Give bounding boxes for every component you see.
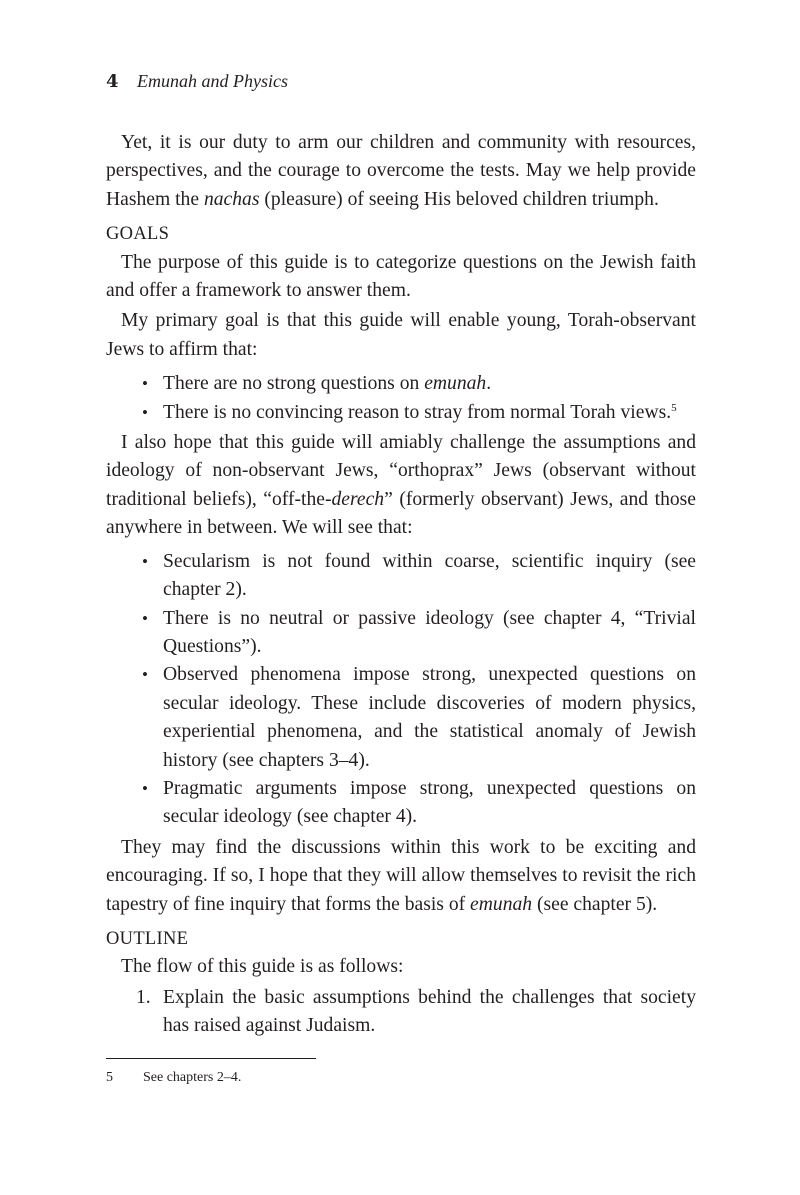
list-item: • Observed phenomena impose strong, unexpected questions on secular ideology. These include discoveries of modern physics, experiential phenomena, and the statistical anomaly of Jewish history (see chapters 3–4).	[106, 661, 696, 775]
goals-paragraph-1: The purpose of this guide is to categorize questions on the Jewish faith and offer a framework to answer them.	[106, 251, 696, 302]
outline-list	[106, 984, 696, 1041]
text-run: There is no convincing reason to stray from normal Torah views.	[163, 401, 672, 423]
footnote	[106, 1070, 241, 1086]
text-run: I also hope that this guide will amiably challenge the assumptions and ideology of non-observant Jews, “orthoprax” Jews (observant without traditional beliefs), “off-the-	[106, 432, 696, 510]
running-title: Emunah and Physics	[137, 71, 288, 91]
list-item	[106, 984, 696, 1041]
body-text	[106, 129, 696, 1041]
section-heading-outline: OUTLINE	[106, 928, 189, 949]
italic-term: emunah	[424, 373, 487, 395]
goals-paragraph-3	[106, 429, 696, 543]
list-item: • Secularism is not found within coarse, scientific inquiry (see chapter 2).	[106, 548, 696, 605]
text-run: There are no strong questions on	[163, 373, 425, 395]
italic-term: derech	[331, 488, 385, 510]
text-run: (see chapter 5).	[532, 893, 658, 915]
text-run: Yet, it is our duty to arm our children and community with resources, perspectives, and the courage to overcome the tests. May we help provide Hashem the	[106, 132, 696, 210]
outline-paragraph-1: The flow of this guide is as follows:	[121, 956, 404, 978]
intro-paragraph	[106, 129, 696, 214]
footnote-divider	[106, 1058, 316, 1059]
page-number: 4	[106, 71, 119, 92]
text-run: .	[486, 373, 492, 395]
text-run: ” (formerly observant) Jews, and those anywhere in between. We will see that:	[106, 488, 697, 539]
footnote-number: 5	[106, 1070, 113, 1085]
goals-paragraph-4	[106, 834, 696, 919]
affirm-list	[106, 370, 696, 427]
italic-term: nachas	[203, 188, 260, 210]
see-list	[106, 548, 696, 832]
list-item	[106, 370, 696, 398]
footnote-text: See chapters 2–4.	[143, 1070, 242, 1085]
footnote-ref[interactable]: 5	[671, 401, 677, 414]
running-header	[106, 71, 288, 92]
text-run: (pleasure) of seeing His beloved children triumph.	[259, 188, 659, 210]
text-run: Explain the basic assumptions behind the challenges that society has raised against Judaism.	[163, 986, 696, 1037]
section-heading-goals: GOALS	[106, 224, 170, 245]
list-item: • Pragmatic arguments impose strong, unexpected questions on secular ideology (see chapter 4).	[106, 775, 696, 832]
italic-term: emunah	[470, 893, 533, 915]
list-number: 1.	[136, 986, 151, 1008]
text-run: They may find the discussions within this work to be exciting and encouraging. If so, I hope that they will allow themselves to revisit the rich tapestry of fine inquiry that forms the basis of	[106, 836, 696, 915]
goals-paragraph-2: My primary goal is that this guide will enable young, Torah-observant Jews to affirm that:	[106, 310, 696, 360]
list-item: • There is no neutral or passive ideology (see chapter 4, “Trivial Questions”).	[106, 605, 696, 662]
list-item	[106, 399, 696, 427]
